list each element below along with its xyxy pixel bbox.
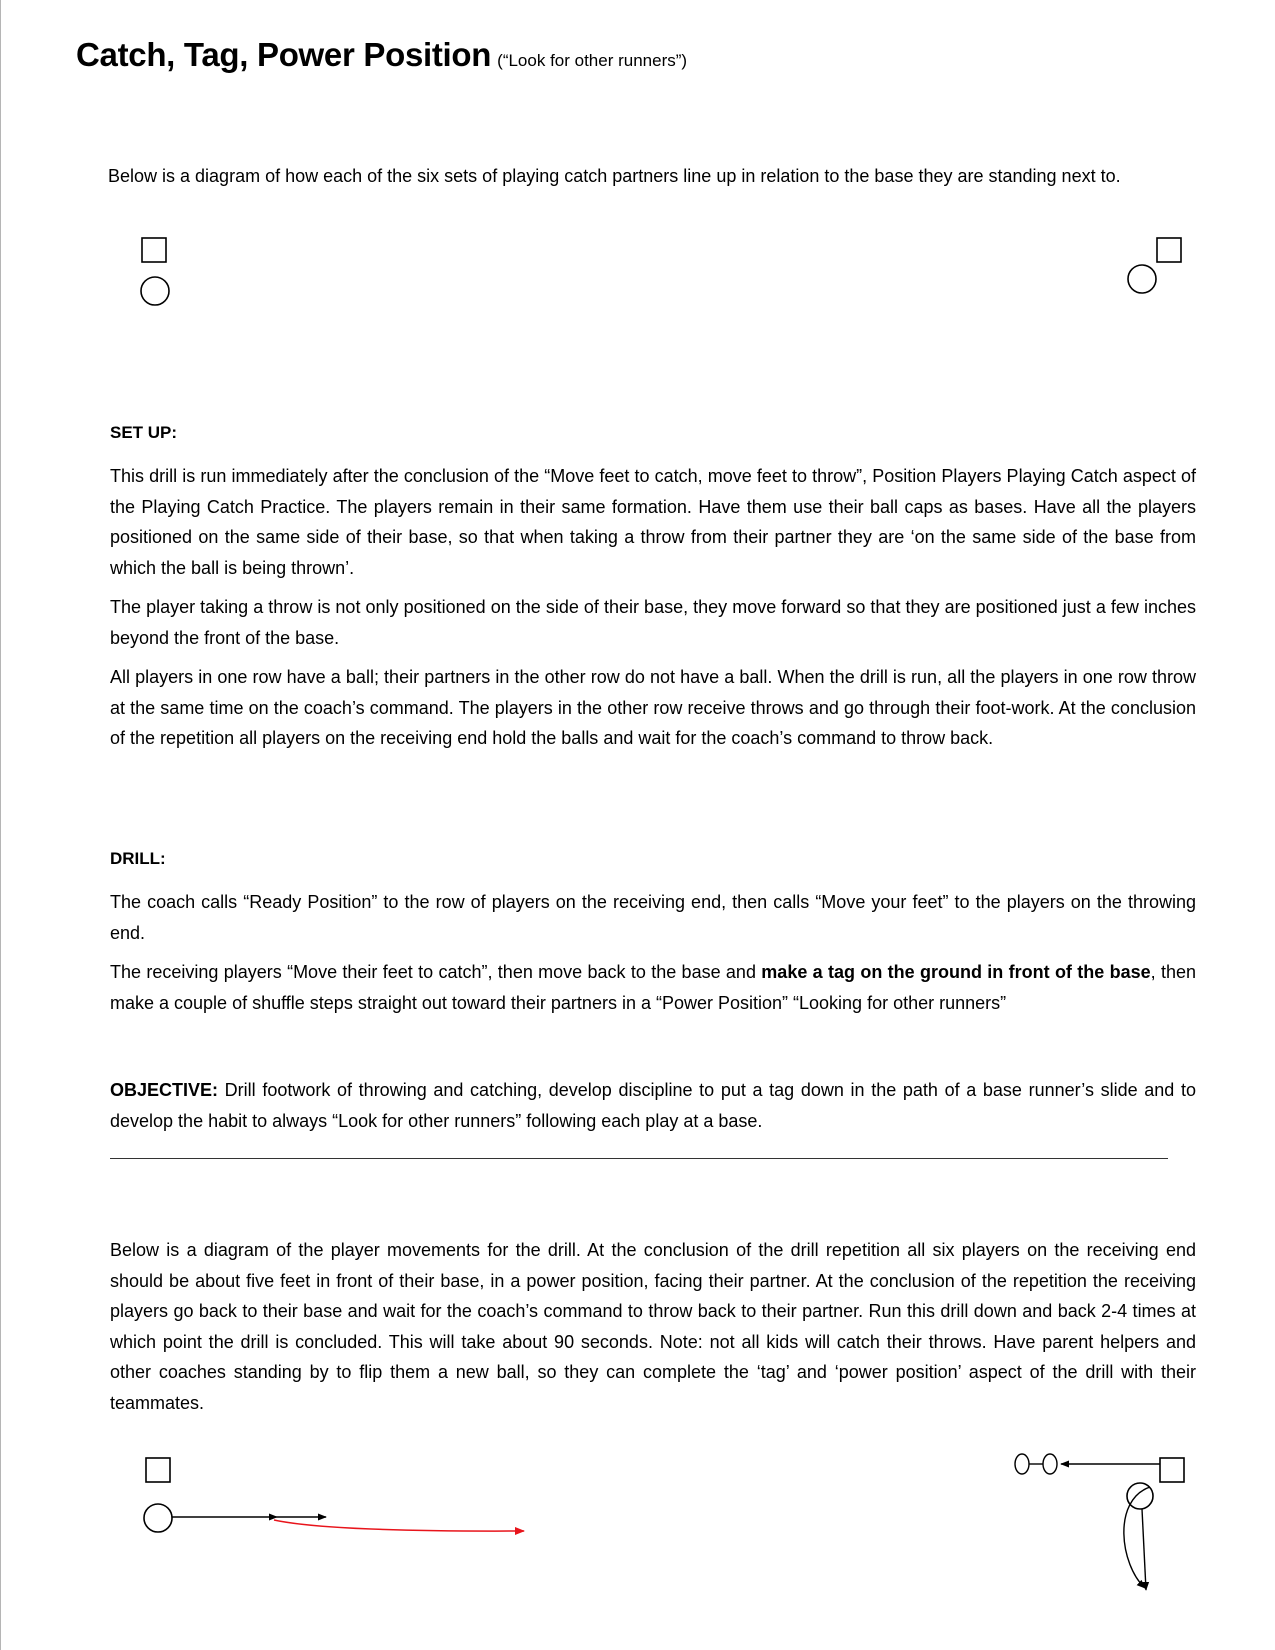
- drill-paragraph-2-bold: make a tag on the ground in front of the base: [761, 962, 1151, 982]
- intro-text: Below is a diagram of how each of the six sets of playing catch partners line up in relation to the base they are standing next to.: [108, 166, 1121, 186]
- page-subtitle: (“Look for other runners”): [497, 51, 688, 70]
- setup-heading: SET UP:: [110, 423, 178, 442]
- drill-paragraph-2-start: The receiving players “Move their feet to catch”, then move back to the base and: [110, 962, 762, 982]
- setup-paragraph-2: The player taking a throw is not only positioned on the side of their base, they move forward so that they are positioned just a few inches beyond the front of the base.: [110, 597, 1196, 648]
- movement-text: Below is a diagram of the player movements for the drill. At the conclusion of the drill repetition all six players on the receiving end should be about five feet in front of their base, in a power position, facing their partner. At the conclusion of the repetition the receiving players go back to their base and wait for the coach’s command to throw back to their partner. Run this drill down and back 2-4 times at which point the drill is concluded. This will take about 90 seconds. Note: not all kids will catch their throws. Have parent helpers and other coaches standing by to flip them a new ball, so they can complete the ‘tag’ and ‘power position’ aspect of the drill with their teammates.: [110, 1240, 1196, 1413]
- power-position-foot-2: [1043, 1454, 1057, 1474]
- objective-body: Drill footwork of throwing and catching, develop discipline to put a tag down in the path of a base runner’s slide and to develop the habit to always “Look for other runners” following each play at a base.: [110, 1080, 1196, 1131]
- movement-arrow-down: [1142, 1509, 1146, 1590]
- drill-paragraph-2-end: , then make a couple of shuffle steps straight out toward their partners in a “Power Position” “Looking for other runners”: [110, 962, 1196, 1013]
- player-left-2: [144, 1504, 172, 1532]
- base-right-2: [1160, 1458, 1184, 1482]
- drill-heading: DRILL:: [110, 849, 166, 868]
- page-title: Catch, Tag, Power Position: [76, 36, 492, 73]
- setup-paragraph-3: All players in one row have a ball; their partners in the other row do not have a ball. When the drill is run, all the players in one row throw at the same time on the coach’s command. The players in the other row receive throws and go through their foot-work. At the conclusion of the repetition all players on the receiving end hold the balls and wait for the coach’s command to throw back.: [110, 667, 1196, 748]
- base-left-2: [146, 1458, 170, 1482]
- drill-paragraph-1: The coach calls “Ready Position” to the row of players on the receiving end, then calls “Move your feet” to the players on the throwing end.: [110, 892, 1196, 943]
- setup-paragraph-1: This drill is run immediately after the conclusion of the “Move feet to catch, move feet to throw”, Position Players Playing Catch aspect of the Playing Catch Practice. The players remain in their same formation. Have them use their ball caps as bases. Have all the players positioned on the same side of their base, so that when taking a throw from their partner they are ‘on the same side of the base from which the ball is being thrown’.: [110, 466, 1196, 578]
- power-position-foot-1: [1015, 1454, 1029, 1474]
- throw-arrow-red: [274, 1520, 524, 1531]
- objective-label: OBJECTIVE:: [110, 1080, 219, 1100]
